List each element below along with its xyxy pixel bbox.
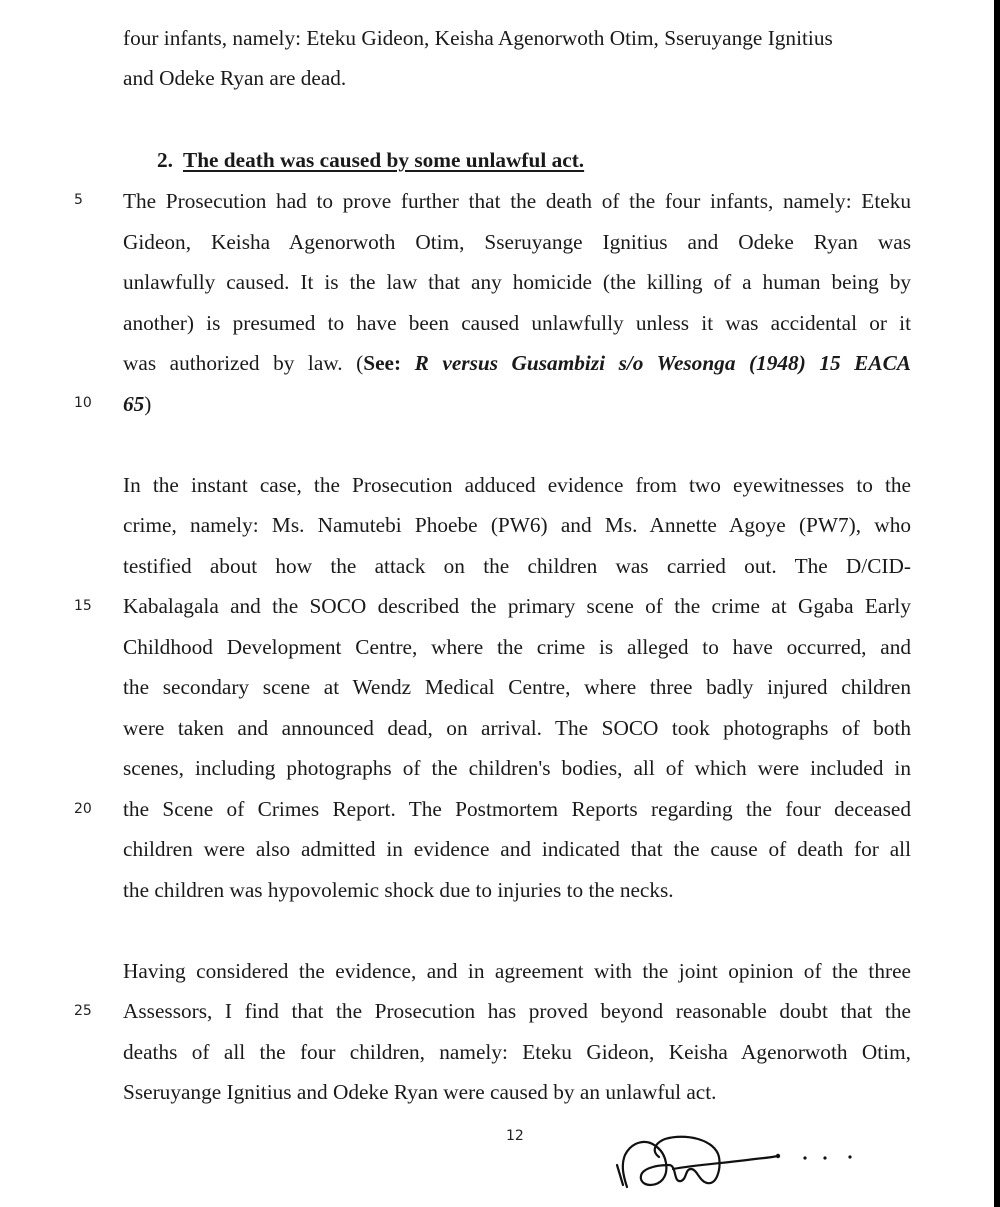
paragraph-line: the children was hypovolemic shock due to injuries to the necks.: [123, 878, 674, 902]
paragraph-line: Having considered the evidence, and in agreement with the joint opinion of the three: [123, 959, 911, 983]
paragraph-line: The Prosecution had to prove further that the death of the four infants, namely: Eteku: [123, 189, 911, 213]
case-citation: R versus Gusambizi s/o Wesonga (1948) 15 EACA: [414, 351, 911, 375]
line-number: 20: [74, 801, 92, 817]
paragraph-line: scenes, including photographs of the children's bodies, all of which were included in: [123, 756, 911, 780]
page-number: 12: [506, 1128, 524, 1144]
section-title: The death was caused by some unlawful act.: [182, 148, 585, 172]
paragraph-line: Childhood Development Centre, where the crime is alleged to have occurred, and: [123, 635, 911, 659]
paragraph-line-citation-end: [123, 390, 911, 418]
paragraph-line: crime, namely: Ms. Namutebi Phoebe (PW6) and Ms. Annette Agoye (PW7), who: [123, 513, 911, 537]
signature-icon: [615, 1125, 875, 1205]
paragraph-line: Assessors, I find that the Prosecution has proved beyond reasonable doubt that the: [123, 999, 911, 1023]
paragraph-line: the secondary scene at Wendz Medical Centre, where three badly injured children: [123, 675, 911, 699]
paragraph-line: Gideon, Keisha Agenorwoth Otim, Sseruyange Ignitius and Odeke Ryan was: [123, 230, 911, 254]
section-heading: [157, 146, 584, 174]
continuation-line: and Odeke Ryan are dead.: [123, 66, 347, 90]
line-number: 15: [74, 598, 92, 614]
citation-prefix: was authorized by law. (: [123, 351, 364, 375]
paragraph-line: Sseruyange Ignitius and Odeke Ryan were caused by an unlawful act.: [123, 1080, 717, 1104]
paragraph-line: unlawfully caused. It is the law that any homicide (the killing of a human being by: [123, 270, 911, 294]
paragraph-line: deaths of all the four children, namely: Eteku Gideon, Keisha Agenorwoth Otim,: [123, 1040, 911, 1064]
paragraph-line: children were also admitted in evidence and indicated that the cause of death for all: [123, 837, 911, 861]
paragraph-line: In the instant case, the Prosecution adduced evidence from two eyewitnesses to the: [123, 473, 911, 497]
continuation-line: four infants, namely: Eteku Gideon, Keisha Agenorwoth Otim, Sseruyange Ignitius: [123, 26, 833, 50]
paragraph-line: Kabalagala and the SOCO described the primary scene of the crime at Ggaba Early: [123, 594, 911, 618]
line-number: 5: [74, 192, 83, 208]
line-number: 10: [74, 395, 92, 411]
scan-edge-border: [994, 0, 1000, 1207]
paragraph-line-citation: [123, 349, 911, 377]
paragraph-line: were taken and announced dead, on arrival. The SOCO took photographs of both: [123, 716, 911, 740]
section-number: 2.: [157, 148, 173, 172]
case-citation-page: 65: [123, 392, 145, 416]
paragraph-line: testified about how the attack on the children was carried out. The D/CID-: [123, 554, 911, 578]
see-label: See:: [363, 351, 402, 375]
paragraph-line: the Scene of Crimes Report. The Postmortem Reports regarding the four deceased: [123, 797, 911, 821]
line-number: 25: [74, 1003, 92, 1019]
citation-suffix: ): [144, 392, 152, 416]
paragraph-line: another) is presumed to have been caused unlawfully unless it was accidental or it: [123, 311, 911, 335]
